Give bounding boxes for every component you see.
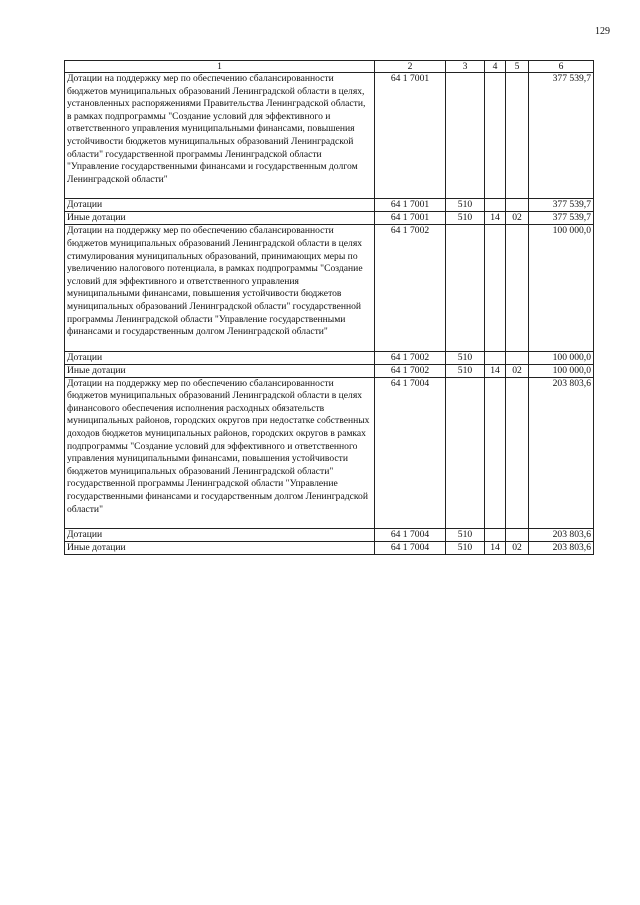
pr-cell: 02 bbox=[506, 542, 529, 555]
vr-cell: 510 bbox=[446, 351, 485, 364]
pr-cell bbox=[506, 225, 529, 351]
amount-cell: 377 539,7 bbox=[529, 199, 594, 212]
pr-cell: 02 bbox=[506, 212, 529, 225]
vr-cell bbox=[446, 225, 485, 351]
code-cell: 64 1 7004 bbox=[375, 377, 446, 529]
code-cell: 64 1 7002 bbox=[375, 225, 446, 351]
rz-cell bbox=[485, 73, 506, 199]
table-row bbox=[65, 529, 594, 542]
vr-cell: 510 bbox=[446, 542, 485, 555]
code-cell: 64 1 7001 bbox=[375, 212, 446, 225]
table-header-row bbox=[65, 61, 594, 73]
pr-cell bbox=[506, 377, 529, 529]
header-col-6: 6 bbox=[529, 61, 594, 73]
code-cell: 64 1 7001 bbox=[375, 73, 446, 199]
name-cell: Дотации bbox=[65, 529, 375, 542]
pr-cell bbox=[506, 199, 529, 212]
amount-cell: 100 000,0 bbox=[529, 351, 594, 364]
amount-cell: 203 803,6 bbox=[529, 529, 594, 542]
name-cell: Иные дотации bbox=[65, 542, 375, 555]
header-col-4: 4 bbox=[485, 61, 506, 73]
amount-cell: 377 539,7 bbox=[529, 73, 594, 199]
amount-cell: 377 539,7 bbox=[529, 212, 594, 225]
rz-cell: 14 bbox=[485, 212, 506, 225]
header-col-5: 5 bbox=[506, 61, 529, 73]
table-row-description bbox=[65, 377, 594, 529]
vr-cell: 510 bbox=[446, 364, 485, 377]
name-cell: Иные дотации bbox=[65, 212, 375, 225]
rz-cell bbox=[485, 351, 506, 364]
table-row bbox=[65, 199, 594, 212]
name-cell: Дотации bbox=[65, 351, 375, 364]
rz-cell: 14 bbox=[485, 542, 506, 555]
budget-table bbox=[64, 60, 594, 555]
amount-cell: 203 803,6 bbox=[529, 542, 594, 555]
table-row bbox=[65, 364, 594, 377]
header-col-2: 2 bbox=[375, 61, 446, 73]
rz-cell bbox=[485, 199, 506, 212]
rz-cell bbox=[485, 225, 506, 351]
description-text: Дотации на поддержку мер по обеспечению сбалансированности бюджетов муниципальных образований Ленинградской области в целях стимулирования муниципальных образований, принимающих меры по увеличению налогового потенциала, в рамках подпрограммы "Создание условий для эффективного и ответственного управления муниципальными финансами, повышения устойчивости бюджетов муниципальных образований Ленинградской области" государственной программы Ленинградской области "Управление государственными финансами и государственным долгом Ленинградской области" bbox=[67, 225, 363, 338]
pr-cell: 02 bbox=[506, 364, 529, 377]
vr-cell bbox=[446, 377, 485, 529]
table-row bbox=[65, 212, 594, 225]
table-row bbox=[65, 351, 594, 364]
pr-cell bbox=[506, 529, 529, 542]
amount-cell: 203 803,6 bbox=[529, 377, 594, 529]
code-cell: 64 1 7002 bbox=[375, 351, 446, 364]
code-cell: 64 1 7004 bbox=[375, 529, 446, 542]
rz-cell bbox=[485, 377, 506, 529]
pr-cell bbox=[506, 73, 529, 199]
table-row-description bbox=[65, 225, 594, 351]
page-number: 129 bbox=[595, 26, 610, 37]
code-cell: 64 1 7004 bbox=[375, 542, 446, 555]
vr-cell: 510 bbox=[446, 529, 485, 542]
name-cell: Иные дотации bbox=[65, 364, 375, 377]
description-text: Дотации на поддержку мер по обеспечению сбалансированности бюджетов муниципальных образований Ленинградской области в целях финансового обеспечения исполнения расходных обязательств муниципальных районов, городских округов при недостатке собственных доходов бюджетов муниципальных районов, городских округов в рамках подпрограммы "Создание условий для эффективного и ответственного управления муниципальными финансами, повышения устойчивости бюджетов муниципальных образований Ленинградской области" государственной программы Ленинградской области "Управление государственными финансами и государственным долгом Ленинградской области" bbox=[67, 377, 370, 515]
description-cell bbox=[65, 225, 375, 351]
table-row bbox=[65, 542, 594, 555]
rz-cell bbox=[485, 529, 506, 542]
header-col-1: 1 bbox=[65, 61, 375, 73]
table-row-description bbox=[65, 73, 594, 199]
amount-cell: 100 000,0 bbox=[529, 225, 594, 351]
rz-cell: 14 bbox=[485, 364, 506, 377]
description-cell bbox=[65, 377, 375, 529]
vr-cell bbox=[446, 73, 485, 199]
code-cell: 64 1 7002 bbox=[375, 364, 446, 377]
description-text: Дотации на поддержку мер по обеспечению сбалансированности бюджетов муниципальных образований Ленинградской области в целях, установленных распоряжениями Правительства Ленинградской области, в рамках подпрограммы "Создание условий для эффективного и ответственного управления муниципальными финансами, повышения устойчивости бюджетов муниципальных образований Ленинградской области" государственной программы Ленинградской области "Управление государственными финансами и государственным долгом Ленинградской области" bbox=[67, 73, 366, 185]
vr-cell: 510 bbox=[446, 212, 485, 225]
amount-cell: 100 000,0 bbox=[529, 364, 594, 377]
code-cell: 64 1 7001 bbox=[375, 199, 446, 212]
name-cell: Дотации bbox=[65, 199, 375, 212]
description-cell bbox=[65, 73, 375, 199]
header-col-3: 3 bbox=[446, 61, 485, 73]
pr-cell bbox=[506, 351, 529, 364]
vr-cell: 510 bbox=[446, 199, 485, 212]
